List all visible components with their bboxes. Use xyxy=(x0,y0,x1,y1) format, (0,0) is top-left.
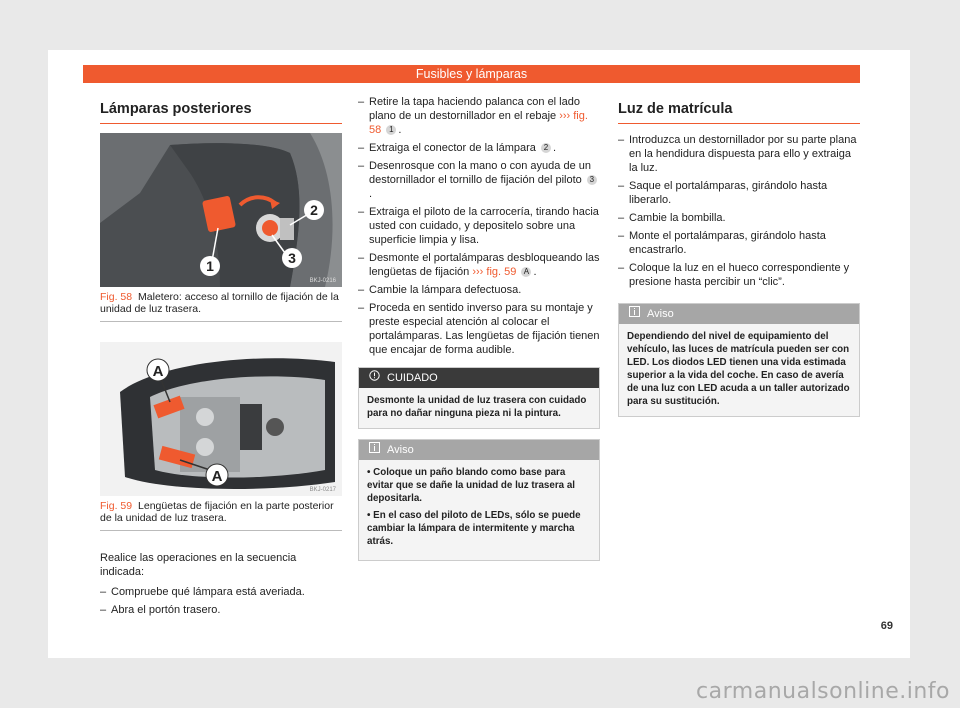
callout-a-top: A xyxy=(152,363,164,380)
step-remove-cover: – Retire la tapa haciendo palanca con el lado plano de un destornillador en el rebaje ››› fig. 58 1 . xyxy=(358,95,600,137)
plate-note-title: Aviso xyxy=(647,308,674,320)
plate-note-box xyxy=(618,303,860,417)
figure-59-caption xyxy=(100,496,342,531)
section-title-plate-light: Luz de matrícula xyxy=(618,95,860,124)
page-number: 69 xyxy=(880,620,893,632)
chapter-header: Fusibles y lámparas xyxy=(83,65,860,83)
caution-title: CUIDADO xyxy=(387,372,438,384)
left-column xyxy=(100,95,342,621)
section-title-rear-lamps: Lámparas posteriores xyxy=(100,95,342,124)
step-extract-pilot: – Extraiga el piloto de la carrocería, tirando hacia usted con cuidado, y depositelo sobre una superficie limpia y lisa. xyxy=(358,205,600,247)
callout-2: 2 xyxy=(310,202,318,218)
step-check-lamp: – Compruebe qué lámpara está averiada. xyxy=(100,585,342,599)
figure-58 xyxy=(100,133,342,322)
callout-a-bottom: A xyxy=(211,468,223,485)
intro-text: Realice las operaciones en la secuencia indicada: xyxy=(100,552,297,578)
figure-58-image xyxy=(100,133,342,287)
figure-59-caption-text: Lengüetas de fijación en la parte posterior de la unidad de luz trasera. xyxy=(100,500,334,524)
callout-1: 1 xyxy=(206,258,214,274)
note-bullet-2: • En el caso del piloto de LEDs, sólo se puede cambiar la lámpara de intermitente y marcha atrás. xyxy=(367,510,581,547)
info-icon xyxy=(629,304,641,324)
step-reverse: – Proceda en sentido inverso para su montaje y preste especial atención al colocar el portalámparas. Las lengüetas de fijación tienen que encajar de forma audible. xyxy=(358,301,600,357)
ref-circle-1: 1 xyxy=(386,125,396,135)
step-dismount-holder: – Desmonte el portalámparas desbloqueando las lengüetas de fijación ››› fig. 59 A . xyxy=(358,251,600,279)
plate-step-2: – Saque el portalámparas, girándolo hasta liberarlo. xyxy=(618,179,860,207)
right-steps xyxy=(618,133,860,289)
note-bullet-1: • Coloque un paño blando como base para evitar que se dañe la unidad de luz trasera al depositarla. xyxy=(367,467,575,504)
ref-circle-a: A xyxy=(521,267,531,277)
watermark-logo: carmanualsonline.info xyxy=(696,679,950,704)
step-extract-connector: – Extraiga el conector de la lámpara 2 . xyxy=(358,141,600,155)
left-steps xyxy=(100,585,342,617)
taillight-illustration xyxy=(100,342,342,496)
plate-note-header xyxy=(619,304,859,324)
step-change-lamp: – Cambie la lámpara defectuosa. xyxy=(358,283,600,297)
caution-header xyxy=(359,368,599,388)
figure-58-code: BKJ-0216 xyxy=(309,278,336,284)
caution-text: Desmonte la unidad de luz trasera con cuidado para no dañar ninguna pieza ni la pintura. xyxy=(359,388,599,428)
figure-58-number: Fig. 58 xyxy=(100,291,133,303)
plate-note-text: Dependiendo del nivel de equipamiento del vehículo, las luces de matrícula pueden ser con LED. Los diodos LED tienen una vida estimada superior a la vida del coche. En caso de avería de una luz con LED acuda a un taller autorizado para su sustitución. xyxy=(619,324,859,416)
step-unscrew: – Desenrosque con la mano o con ayuda de un destornillador el tornillo de fijación del piloto 3. xyxy=(358,159,600,201)
step-open-tailgate: – Abra el portón trasero. xyxy=(100,603,342,617)
fig-59-ref[interactable]: ››› fig. 59 xyxy=(472,266,517,278)
figure-59 xyxy=(100,342,342,531)
right-column xyxy=(618,95,860,417)
note-body xyxy=(359,460,599,560)
figure-58-caption-text: Maletero: acceso al tornillo de fijación de la unidad de luz trasera. xyxy=(100,291,339,315)
middle-steps xyxy=(358,95,600,357)
figure-59-code: BKJ-0217 xyxy=(309,487,336,493)
plate-step-3: – Cambie la bombilla. xyxy=(618,211,860,225)
middle-column xyxy=(358,95,600,561)
trunk-illustration xyxy=(100,133,342,287)
ref-circle-3: 3 xyxy=(587,175,597,185)
warning-circle-icon xyxy=(369,368,381,388)
note-box xyxy=(358,439,600,561)
note-title: Aviso xyxy=(387,444,414,456)
plate-step-1: – Introduzca un destornillador por su parte plana en la hendidura dispuesta para ello y extraiga la luz. xyxy=(618,133,860,175)
note-header xyxy=(359,440,599,460)
fig-58-ref[interactable]: ››› fig. 58 xyxy=(369,110,588,136)
figure-58-caption xyxy=(100,287,342,322)
figure-59-image xyxy=(100,342,342,496)
ref-circle-2: 2 xyxy=(541,143,551,153)
figure-59-number: Fig. 59 xyxy=(100,500,133,512)
info-icon xyxy=(369,440,381,460)
callout-3: 3 xyxy=(288,250,296,266)
caution-box xyxy=(358,367,600,429)
plate-step-5: – Coloque la luz en el hueco correspondiente y presione hasta percibir un “clic”. xyxy=(618,261,860,289)
plate-step-4: – Monte el portalámparas, girándolo hasta encastrarlo. xyxy=(618,229,860,257)
